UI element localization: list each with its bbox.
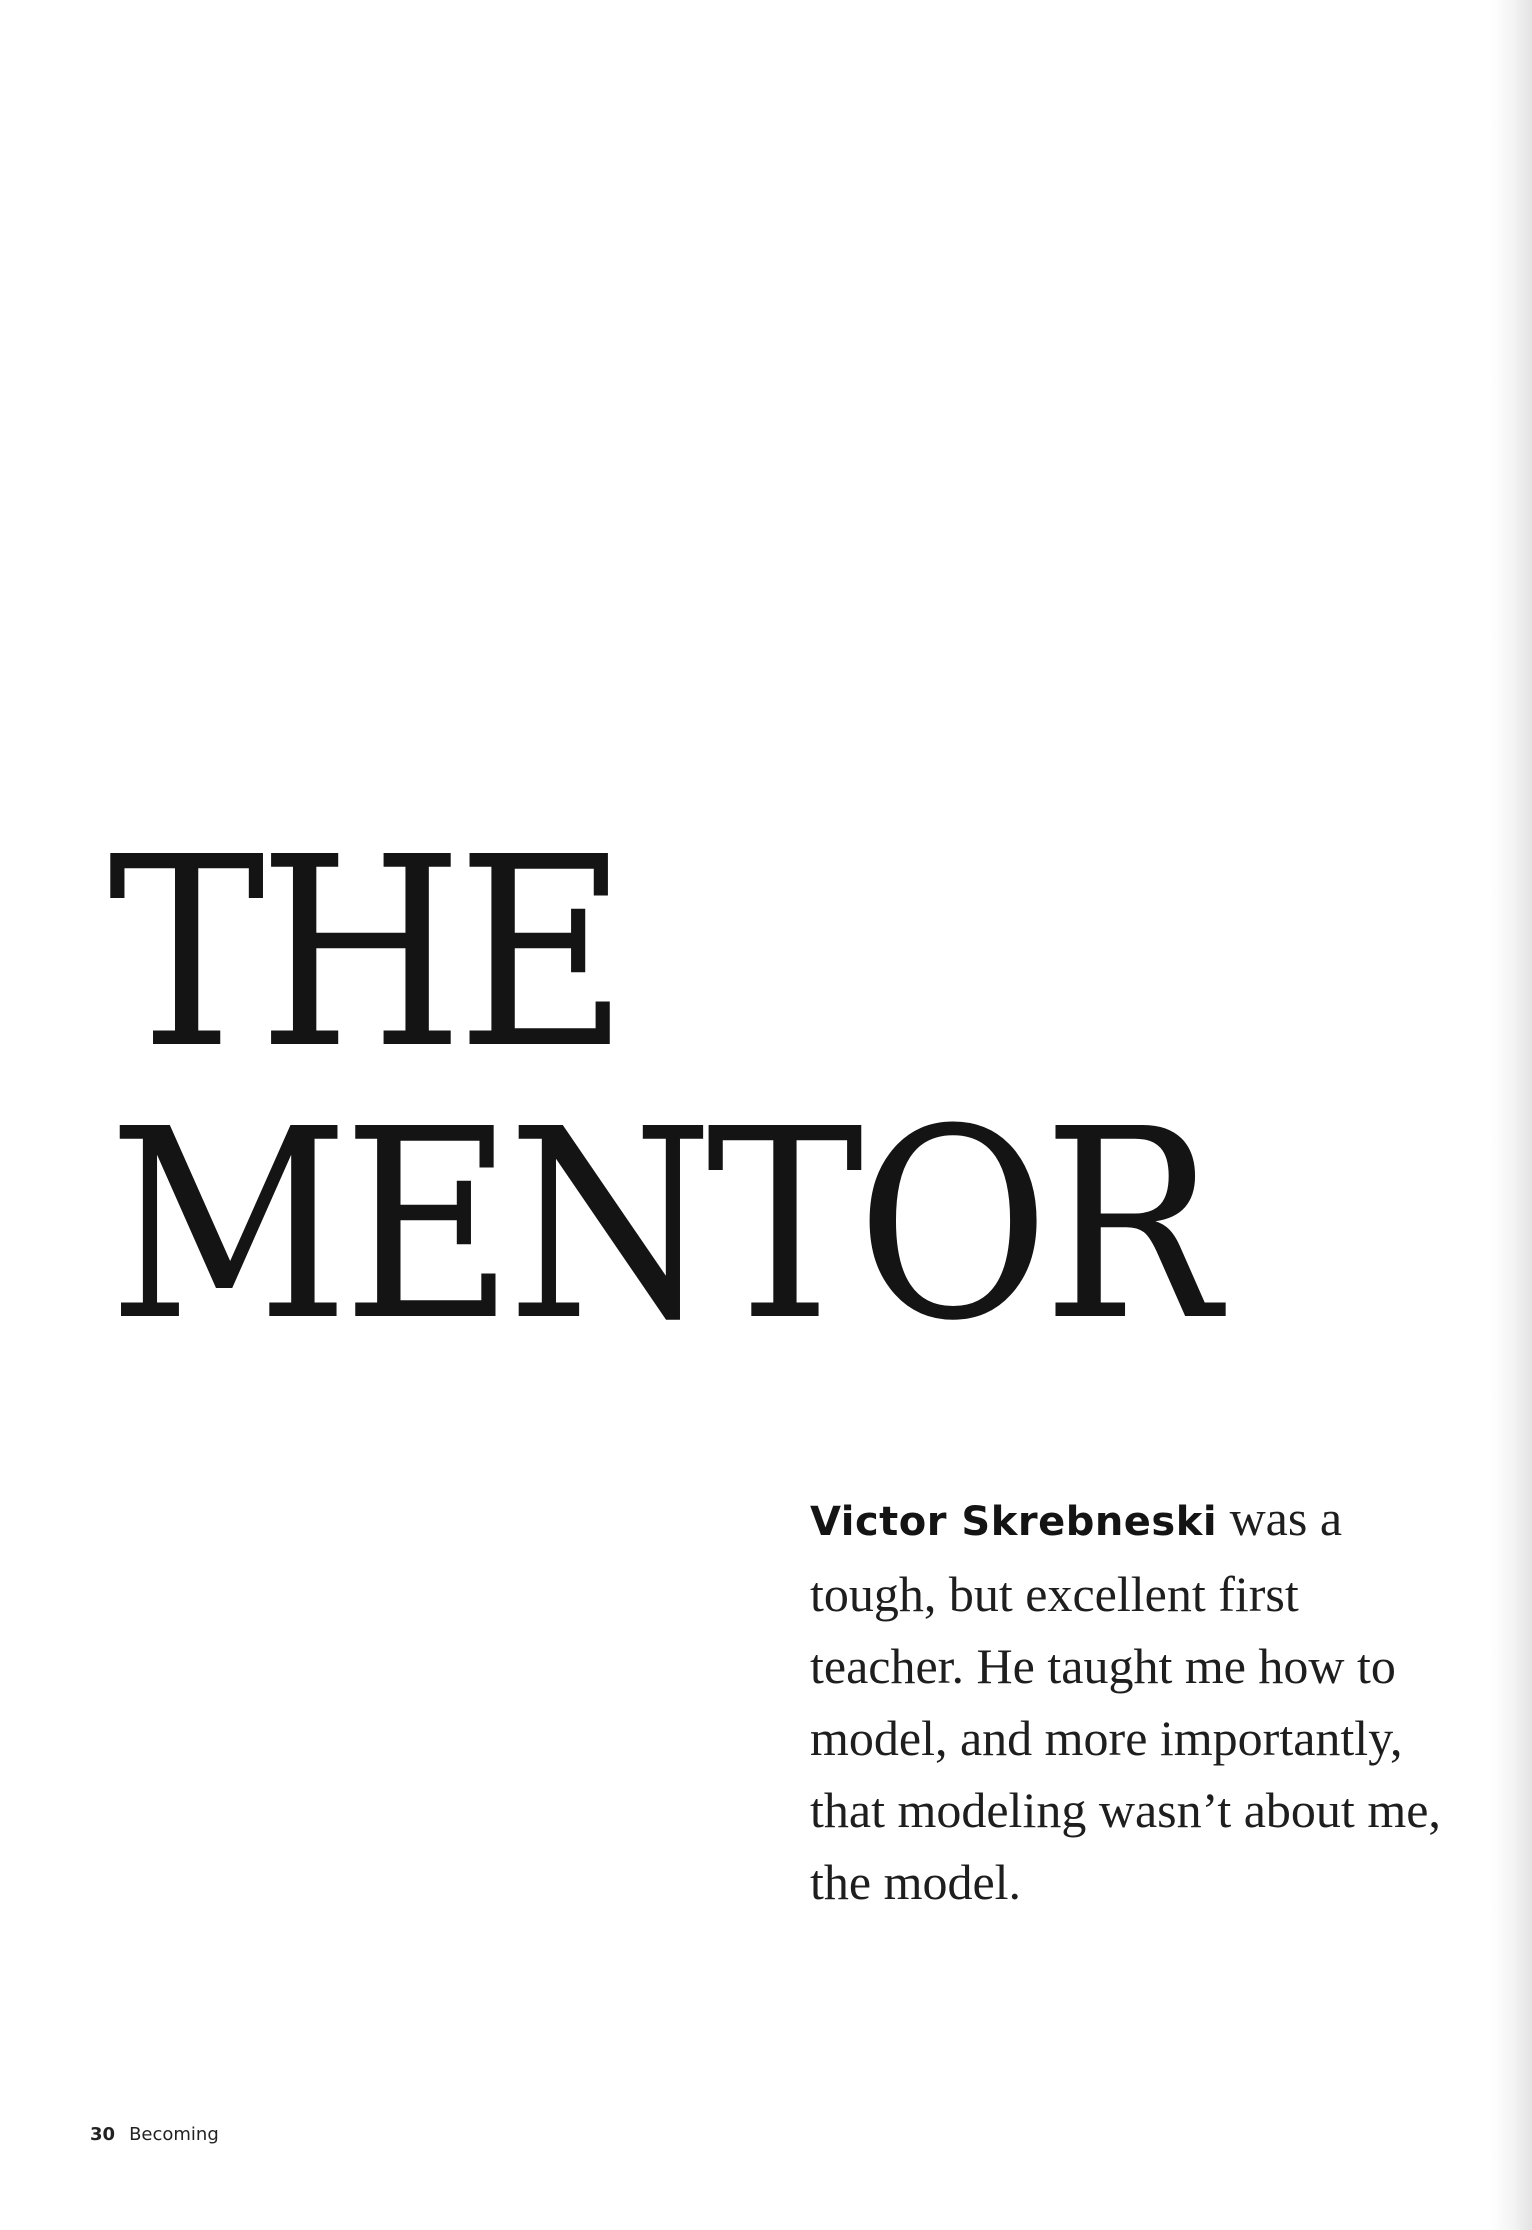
headline bbox=[108, 801, 1213, 1378]
headline-line-1: THE bbox=[108, 801, 622, 1106]
body-paragraph bbox=[810, 1482, 1450, 1918]
section-title: Becoming bbox=[129, 2124, 219, 2145]
body-text: was a tough, but excellent first teacher. He taught me how to model, and more importantly, that modeling wasn’t about me, the model. bbox=[810, 1490, 1441, 1910]
subject-name: Victor Skrebneski bbox=[810, 1499, 1218, 1545]
page-footer bbox=[90, 2124, 219, 2145]
headline-line-2: MENTOR bbox=[108, 1073, 1213, 1378]
page-edge-shadow bbox=[1490, 0, 1532, 2230]
page-number: 30 bbox=[90, 2124, 116, 2145]
